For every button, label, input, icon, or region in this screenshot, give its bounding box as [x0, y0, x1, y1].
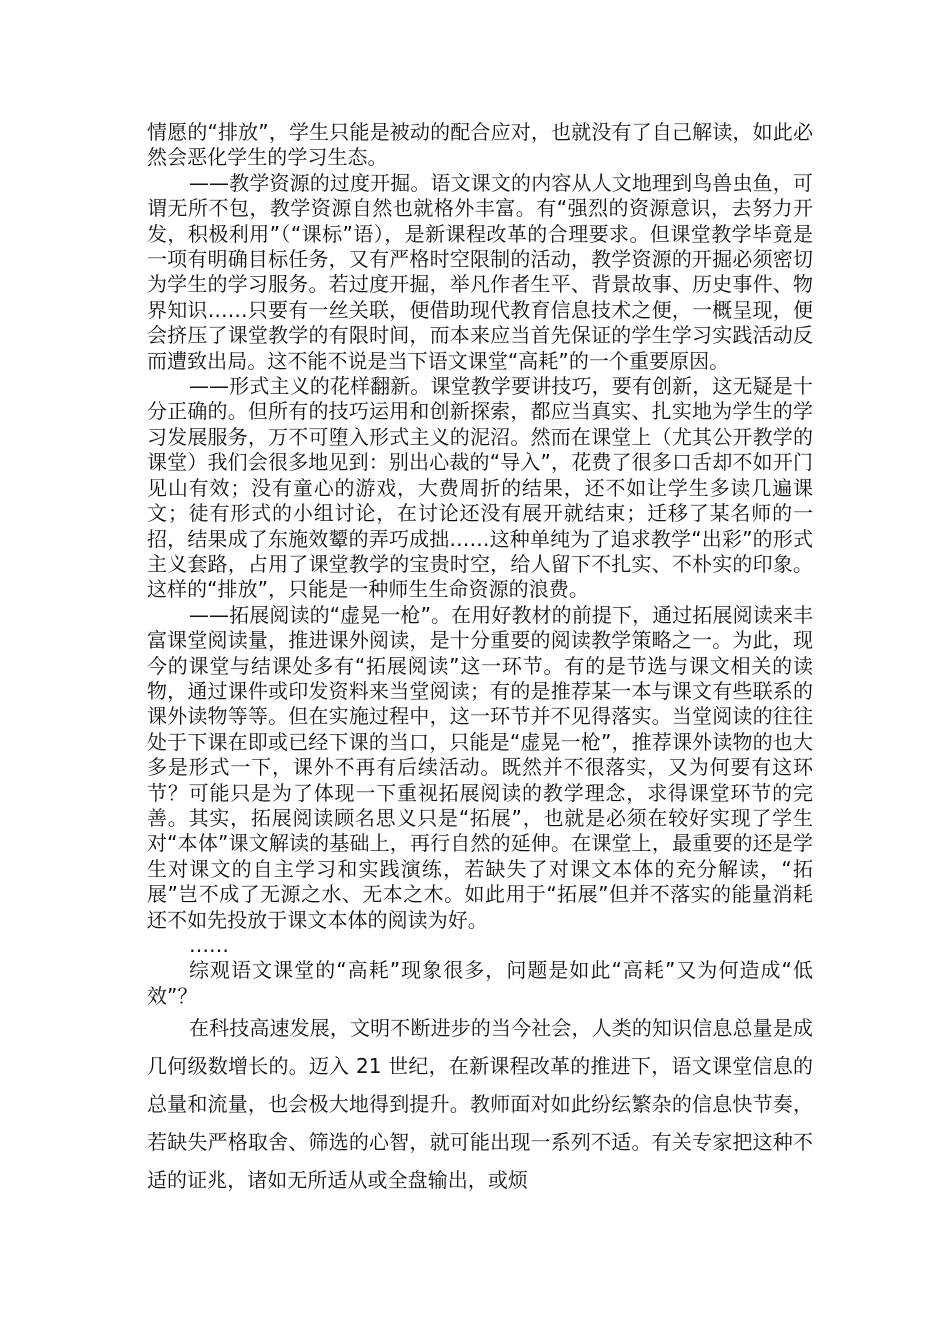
paragraph-information-age: 在科技高速发展，文明不断进步的当今社会，人类的知识信息总量是成几何级数增长的。迈入 21 世纪，在新课程改革的推进下，语文课堂信息的总量和流量，也会极大地得到提升。教师面对如此纷纭繁杂的信息快节奏，若缺失严格取舍、筛选的心智，就可能出现一系列不适。有关专家把这种不适的证兆，诸如无所适从或全盘输出，或烦: [147, 1016, 813, 1193]
paragraph-formalism: ——形式主义的花样翻新。课堂教学要讲技巧，要有创新，这无疑是十分正确的。但所有的技巧运用和创新探索，都应当真实、扎实地为学生的学习发展服务，万不可堕入形式主义的泥沼。然而在课堂上（尤其公开教学的课堂）我们会很多地见到：别出心裁的“导入”，花费了很多口舌却不如开门见山有效；没有童心的游戏，大费周折的结果，还不如让学生多读几遍课文；徒有形式的小组讨论，在讨论还没有展开就结束；迁移了某名师的一招，结果成了东施效颦的弄巧成拙……这种单纯为了追求教学“出彩”的形式主义套路，占用了课堂教学的宝贵时空，给人留下不扎实、不朴实的印象。这样的“排放”，只能是一种师生生命资源的浪费。: [147, 374, 813, 602]
document-body: [147, 120, 813, 1199]
paragraph-teaching-resources: ——教学资源的过度开掘。语文课文的内容从人文地理到鸟兽虫鱼，可谓无所不包，教学资源自然也就格外丰富。有“强烈的资源意识，去努力开发，积极利用”（“课标”语），是新课程改革的合理要求。但课堂教学毕竟是一项有明确目标任务，又有严格时空限制的活动，教学资源的开掘必须密切为学生的学习服务。若过度开掘，举凡作者生平、背景故事、历史事件、物界知识……只要有一丝关联，便借助现代教育信息技术之便，一概呈现，便会挤压了课堂教学的有限时间，而本来应当首先保证的学生学习实践活动反而遭致出局。这不能不说是当下语文课堂“高耗”的一个重要原因。: [147, 170, 813, 373]
paragraph-extended-reading: ——拓展阅读的“虚晃一枪”。在用好教材的前提下，通过拓展阅读来丰富课堂阅读量，推进课外阅读，是十分重要的阅读教学策略之一。为此，现今的课堂与结课处多有“拓展阅读”这一环节。有的是节选与课文相关的读物，通过课件或印发资料来当堂阅读；有的是推荐某一本与课文有些联系的课外读物等等。但在实施过程中，这一环节并不见得落实。当堂阅读的往往处于下课在即或已经下课的当口，只能是“虚晃一枪”，推荐课外读物的也大多是形式一下，课外不再有后续活动。既然并不很落实，又为何要有这环节？可能只是为了体现一下重视拓展阅读的教学理念，求得课堂环节的完善。其实，拓展阅读顾名思义只是“拓展”，也就是必须在较好实现了学生对“本体”课文解读的基础上，再行自然的延伸。在课堂上，最重要的还是学生对课文的自主学习和实践演练，若缺失了对课文本体的充分解读，“拓展”岂不成了无源之水、无本之木。如此用于“拓展”但并不落实的能量消耗还不如先投放于课文本体的阅读为好。: [147, 602, 813, 932]
paragraph-continuation: 情愿的“排放”，学生只能是被动的配合应对，也就没有了自己解读，如此必然会恶化学生的学习生态。: [147, 120, 813, 170]
paragraph-summary-question: 综观语文课堂的“高耗”现象很多，问题是如此“高耗”又为何造成“低效”？: [147, 958, 813, 1008]
paragraph-ellipsis: ……: [189, 933, 230, 957]
